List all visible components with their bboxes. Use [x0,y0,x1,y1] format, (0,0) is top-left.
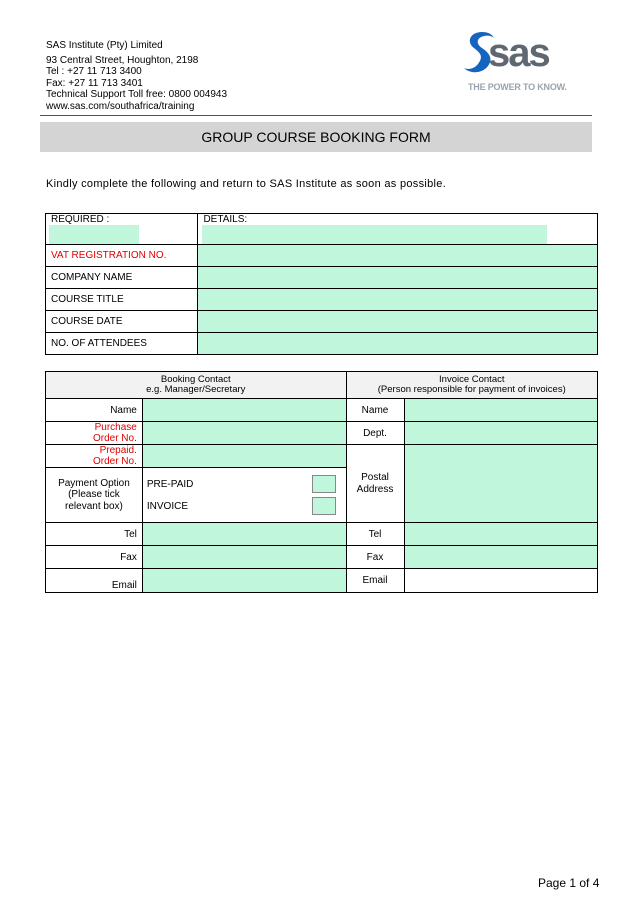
invoice-email-label: Email [346,569,404,593]
prepaid-order-line1: Prepaid. [99,445,137,456]
company-street: 93 Central Street, Houghton, 2198 [46,54,199,66]
invoice-name-input[interactable] [404,399,598,422]
header-divider [40,115,592,116]
invoice-tel-label: Tel [346,523,404,546]
course-title-label: COURSE TITLE [46,289,198,311]
title-bar [40,122,592,152]
invoice-option [147,495,342,517]
booking-fax-input[interactable] [142,546,346,569]
course-date-input[interactable] [198,311,598,333]
attendees-input[interactable] [198,333,598,355]
booking-name-label: Name [46,399,143,422]
payment-line1: Payment Option [58,477,130,489]
invoice-checkbox[interactable] [312,497,336,515]
intro-text: Kindly complete the following and return to SAS Institute as soon as possible. [46,178,447,190]
prepaid-option-label: PRE-PAID [146,478,194,490]
company-fax: Fax: +27 11 713 3401 [46,77,143,89]
purchase-order-label [46,422,143,445]
details-field[interactable] [202,225,547,244]
payment-option-cell [142,468,346,523]
invoice-contact-header [346,372,597,399]
prepaid-option [147,473,342,495]
purchase-order-line1: Purchase [94,422,137,433]
prepaid-checkbox[interactable] [312,475,336,493]
contact-table [45,371,598,593]
booking-contact-header [46,372,347,399]
booking-contact-sub: e.g. Manager/Secretary [146,384,246,395]
invoice-fax-label: Fax [346,546,404,569]
booking-email-label: Email [46,569,143,593]
company-name-label: COMPANY NAME [46,267,198,289]
payment-option-label [46,468,143,523]
form-title: GROUP COURSE BOOKING FORM [201,129,431,145]
postal-line2: Address [356,483,394,495]
vat-input[interactable] [198,245,598,267]
dept-label: Dept. [346,422,404,445]
required-label-cell [46,214,198,245]
invoice-contact-title: Invoice Contact [439,374,505,385]
company-name: SAS Institute (Pty) Limited [46,40,163,51]
vat-label: VAT REGISTRATION NO. [46,245,198,267]
invoice-email-input[interactable] [404,569,598,593]
dept-input[interactable] [404,422,598,445]
postal-address-input[interactable] [404,445,598,523]
payment-line3: relevant box) [65,500,123,512]
required-label: REQUIRED : [51,214,110,225]
page-number: Page 1 of 4 [538,876,600,890]
booking-name-input[interactable] [142,399,346,422]
prepaid-order-line2: Order No. [92,456,137,467]
postal-line1: Postal [361,472,389,483]
required-field[interactable] [49,225,139,244]
logo-tagline: THE POWER TO KNOW. [468,82,567,92]
prepaid-order-label [46,445,143,468]
postal-address-label [346,445,404,523]
booking-tel-input[interactable] [142,523,346,546]
company-name-input[interactable] [198,267,598,289]
details-label-cell [198,214,598,245]
company-web: www.sas.com/southafrica/training [46,100,195,112]
company-support: Technical Support Toll free: 0800 004943 [46,89,228,101]
sas-logo [462,26,582,96]
attendees-label: NO. OF ATTENDEES [46,333,198,355]
booking-tel-label: Tel [46,523,143,546]
booking-fax-label: Fax [46,546,143,569]
company-tel: Tel : +27 11 713 3400 [46,66,142,78]
purchase-order-line2: Order No. [92,433,137,444]
company-address-block [46,40,227,113]
invoice-fax-input[interactable] [404,546,598,569]
course-date-label: COURSE DATE [46,311,198,333]
purchase-order-input[interactable] [142,422,346,445]
invoice-contact-sub: (Person responsible for payment of invoices) [377,384,566,395]
payment-line2: (Please tick [68,489,120,501]
invoice-option-label: INVOICE [146,500,188,512]
prepaid-order-input[interactable] [142,445,346,468]
details-table [45,213,598,355]
details-label: DETAILS: [203,214,248,225]
sas-logo-icon [462,26,582,82]
invoice-name-label: Name [346,399,404,422]
booking-email-input[interactable] [142,569,346,593]
invoice-tel-input[interactable] [404,523,598,546]
booking-contact-title: Booking Contact [160,374,231,385]
sas-wordmark: sas [488,31,549,75]
course-title-input[interactable] [198,289,598,311]
